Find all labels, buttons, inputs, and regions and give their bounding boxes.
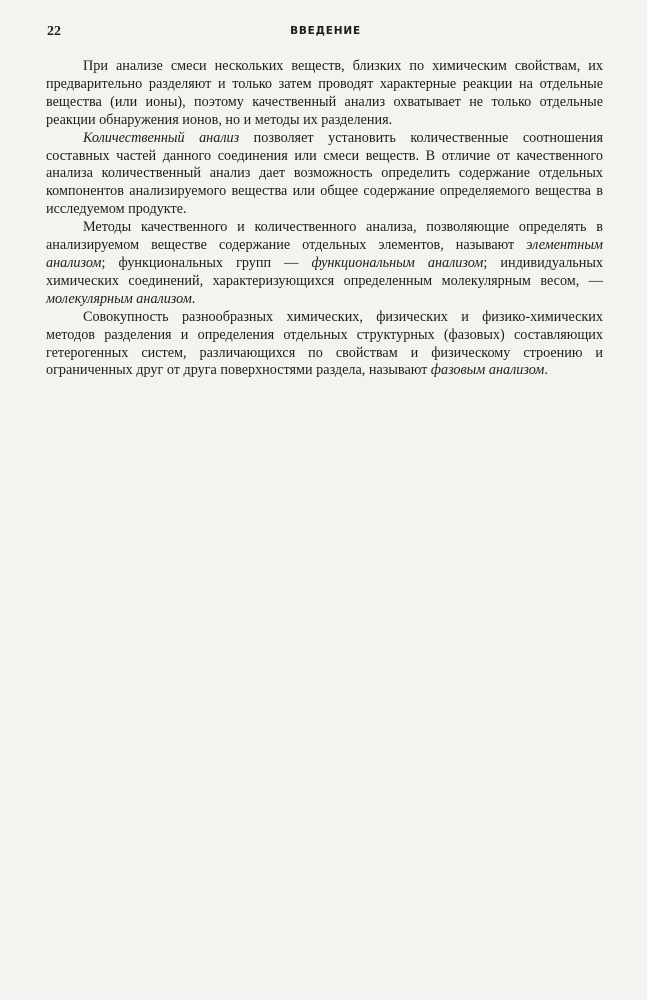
- italic-term: элементным анализом: [46, 237, 603, 271]
- italic-term: функциональным анализом: [311, 254, 484, 271]
- italic-term: фазовым анализом: [430, 362, 545, 379]
- text-segment: Методы качественного и количественного анализа, позволяющие определять в анализируемом веществе содержание отдельных элементов, называют: [46, 219, 603, 254]
- italic-term: молекулярным анализом: [46, 290, 192, 307]
- body-text: [46, 58, 603, 380]
- text-segment: Совокупность разнообразных химических, физических и физико-химических методов разделения и определения отдельных структурных (фазовых) составляющих гетерогенных систем, различающихся по свойствам и физическому строению и ограниченных друг от друга поверхностями раздела, называют: [46, 308, 603, 379]
- running-head: ВВЕДЕНИЕ: [290, 25, 361, 37]
- text-segment: ; индивидуальных химических соединений, характеризующихся определенным молекулярным весом, —: [46, 254, 603, 289]
- paragraph: [46, 58, 603, 130]
- text-segment: .: [544, 362, 548, 379]
- paragraph: [46, 219, 603, 309]
- page-header: [47, 24, 604, 44]
- paragraph: [46, 309, 603, 381]
- paragraph: [46, 130, 603, 220]
- italic-term: Количественный анализ: [83, 129, 240, 146]
- text-segment: При анализе смеси нескольких веществ, близких по химическим свойствам, их предварительно разделяют и только затем проводят характерные реакции на отдельные вещества (или ионы), поэтому качественный анализ охватывает не только отдельные реакции обнаружения ионов, но и методы их разделения.: [46, 58, 603, 128]
- page-number: 22: [47, 24, 61, 39]
- text-segment: позволяет установить количественные соотношения составных частей данного соединения или смеси веществ. В отличие от качественного анализа количественный анализ дает возможность определить содержание отдельных компонентов анализируемого вещества или общее содержание определяемого вещества в исследуемом продукте.: [46, 129, 603, 218]
- text-segment: ; функциональных групп —: [101, 254, 312, 271]
- text-segment: .: [191, 290, 196, 307]
